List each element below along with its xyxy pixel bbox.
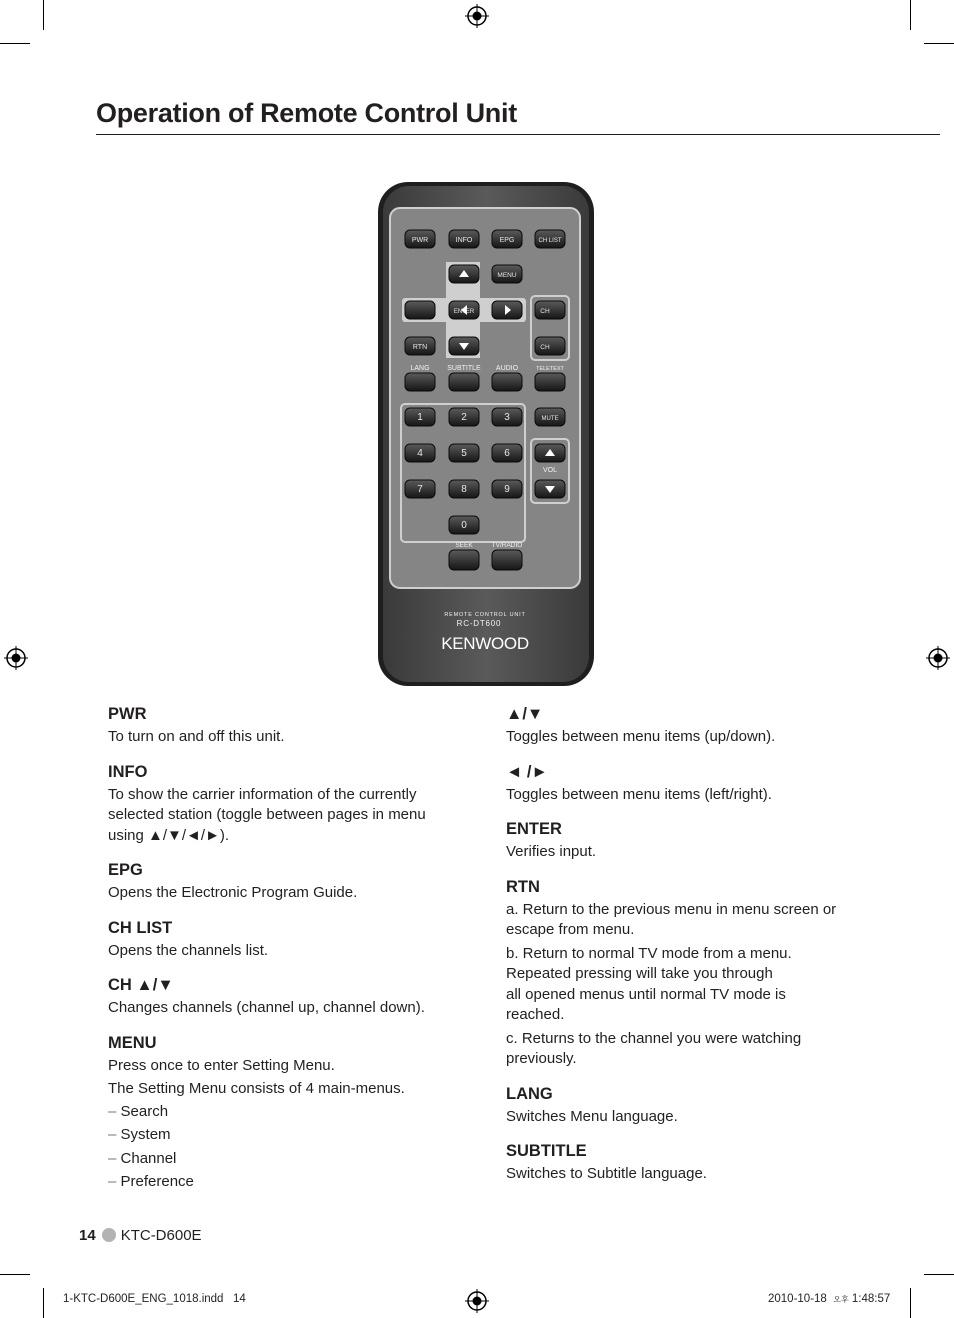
registration-mark-icon: [465, 4, 489, 28]
menu-section: [108, 1033, 478, 1194]
remote-control-illustration: [374, 180, 598, 690]
leftright-section: [506, 762, 876, 806]
text-line: reached.: [506, 1006, 565, 1023]
section-text: [108, 785, 478, 847]
remote-pwr-label: PWR: [411, 237, 429, 244]
slug-time-prefix: 오후: [833, 1295, 849, 1304]
pwr-section: [108, 704, 478, 748]
updown-section: [506, 704, 876, 748]
remote-vol-label: VOL: [542, 467, 558, 474]
section-heading: CH ▲/▼: [108, 976, 174, 994]
section-text: Press once to enter Setting Menu.: [108, 1056, 335, 1074]
title-rule: [96, 134, 940, 135]
section-heading: PWR: [108, 705, 147, 723]
remote-digit: 8: [461, 484, 467, 495]
text-line: c. Returns to the channel you were watching: [506, 1029, 802, 1047]
list-item: [506, 900, 876, 941]
page-title: Operation of Remote Control Unit: [96, 98, 517, 128]
remote-digit: 7: [417, 484, 423, 495]
section-heading: INFO: [108, 762, 148, 781]
crop-mark: [924, 1274, 954, 1275]
section-heading: ENTER: [506, 820, 562, 838]
section-heading: EPG: [108, 861, 143, 879]
epg-section: [108, 860, 478, 904]
remote-digit: 3: [504, 412, 510, 423]
remote-digit: 0: [461, 520, 467, 531]
slug-time: 1:48:57: [851, 1293, 891, 1305]
section-text: Opens the channels list.: [108, 941, 269, 959]
crop-mark: [43, 0, 44, 30]
text-line: Repeated pressing will take you through: [506, 965, 773, 982]
text-line: a. Return to the previous menu in menu screen or: [506, 900, 837, 918]
remote-ch-down-label: CH: [540, 344, 550, 351]
text-line: selected station (toggle between pages in menu: [108, 806, 426, 823]
text-line: b. Return to normal TV mode from a menu.: [506, 944, 792, 962]
remote-brand-logo: KENWOOD: [441, 634, 529, 653]
section-heading: ◄ /►: [506, 762, 548, 781]
list-item: – Preference: [108, 1170, 478, 1194]
remote-subtitle-label: SUBTITLE: [447, 365, 481, 372]
section-text: Verifies input.: [506, 843, 597, 860]
section-heading: MENU: [108, 1033, 157, 1052]
section-text: Changes channels (channel up, channel down).: [108, 999, 425, 1016]
text-line: previously.: [506, 1050, 577, 1067]
text-line: using ▲/▼/◄/►).: [108, 826, 230, 844]
crop-mark: [43, 1288, 44, 1318]
section-text: To turn on and off this unit.: [108, 728, 285, 745]
left-column: [108, 704, 478, 1208]
list-item: – Channel: [108, 1147, 478, 1171]
remote-digit: 9: [504, 484, 510, 495]
list-item: [506, 944, 876, 1026]
subtitle-section: [506, 1141, 876, 1185]
slug-filename: 1-KTC-D600E_ENG_1018.indd 14: [63, 1293, 246, 1305]
section-text: Toggles between menu items (up/down).: [506, 728, 776, 745]
slug-timestamp: [768, 1293, 890, 1305]
remote-epg-label: EPG: [499, 237, 515, 244]
page-footer: [79, 1226, 202, 1246]
bullet-icon: [102, 1228, 116, 1242]
section-heading: CH LIST: [108, 918, 173, 937]
chlist-section: [108, 918, 478, 962]
registration-mark-icon: [465, 1289, 489, 1313]
remote-digit: 6: [504, 448, 510, 459]
remote-rtn-label: RTN: [412, 344, 428, 351]
section-text: Opens the Electronic Program Guide.: [108, 884, 358, 901]
crop-mark: [910, 0, 911, 30]
remote-ch-up-label: CH: [540, 308, 550, 315]
remote-digit: 4: [417, 448, 423, 459]
section-text: Switches Menu language.: [506, 1107, 678, 1125]
remote-menu-label: MENU: [497, 272, 517, 279]
remote-model: RC-DT600: [456, 619, 502, 628]
list-item: – System: [108, 1123, 478, 1147]
crop-mark: [924, 43, 954, 44]
section-heading: LANG: [506, 1084, 553, 1103]
section-heading: ▲/▼: [506, 705, 544, 723]
text-line: To show the carrier information of the currently: [108, 785, 417, 803]
remote-mute-label: MUTE: [541, 416, 559, 422]
remote-teletext-label: TELETEXT: [536, 366, 564, 372]
section-text: Toggles between menu items (left/right).: [506, 785, 772, 803]
list-item: – Search: [108, 1100, 478, 1124]
ch-section: [108, 975, 478, 1019]
crop-mark: [910, 1288, 911, 1318]
list-item: [506, 1029, 876, 1070]
text-line: escape from menu.: [506, 921, 635, 938]
remote-model-caption: REMOTE CONTROL UNIT: [444, 612, 526, 618]
remote-digit: 1: [417, 412, 423, 423]
rtn-section: [506, 877, 876, 1070]
remote-digit: 5: [461, 448, 467, 459]
registration-mark-icon: [926, 646, 950, 670]
remote-audio-label: AUDIO: [495, 365, 519, 372]
enter-section: [506, 819, 876, 863]
remote-enter-label: ENTER: [453, 309, 475, 315]
section-text: Switches to Subtitle language.: [506, 1165, 707, 1182]
slug-date: 2010-10-18: [768, 1293, 827, 1305]
section-text: The Setting Menu consists of 4 main-menus.: [108, 1080, 405, 1097]
page-number: 14: [79, 1227, 96, 1244]
text-line: all opened menus until normal TV mode is: [506, 985, 786, 1003]
remote-chlist-label: CH LIST: [538, 238, 562, 244]
crop-mark: [0, 1274, 30, 1275]
remote-tvradio-label: TV/RADIO: [491, 542, 523, 549]
remote-lang-label: LANG: [410, 365, 430, 372]
remote-digit: 2: [461, 412, 467, 423]
footer-model: KTC-D600E: [120, 1227, 202, 1244]
info-section: [108, 762, 478, 847]
section-heading: RTN: [506, 877, 540, 896]
crop-mark: [0, 43, 30, 44]
remote-info-label: INFO: [455, 237, 473, 244]
lang-section: [506, 1084, 876, 1128]
right-column: [506, 704, 876, 1199]
section-heading: SUBTITLE: [506, 1142, 587, 1160]
remote-seek-label: SEEK: [455, 542, 473, 549]
registration-mark-icon: [4, 646, 28, 670]
